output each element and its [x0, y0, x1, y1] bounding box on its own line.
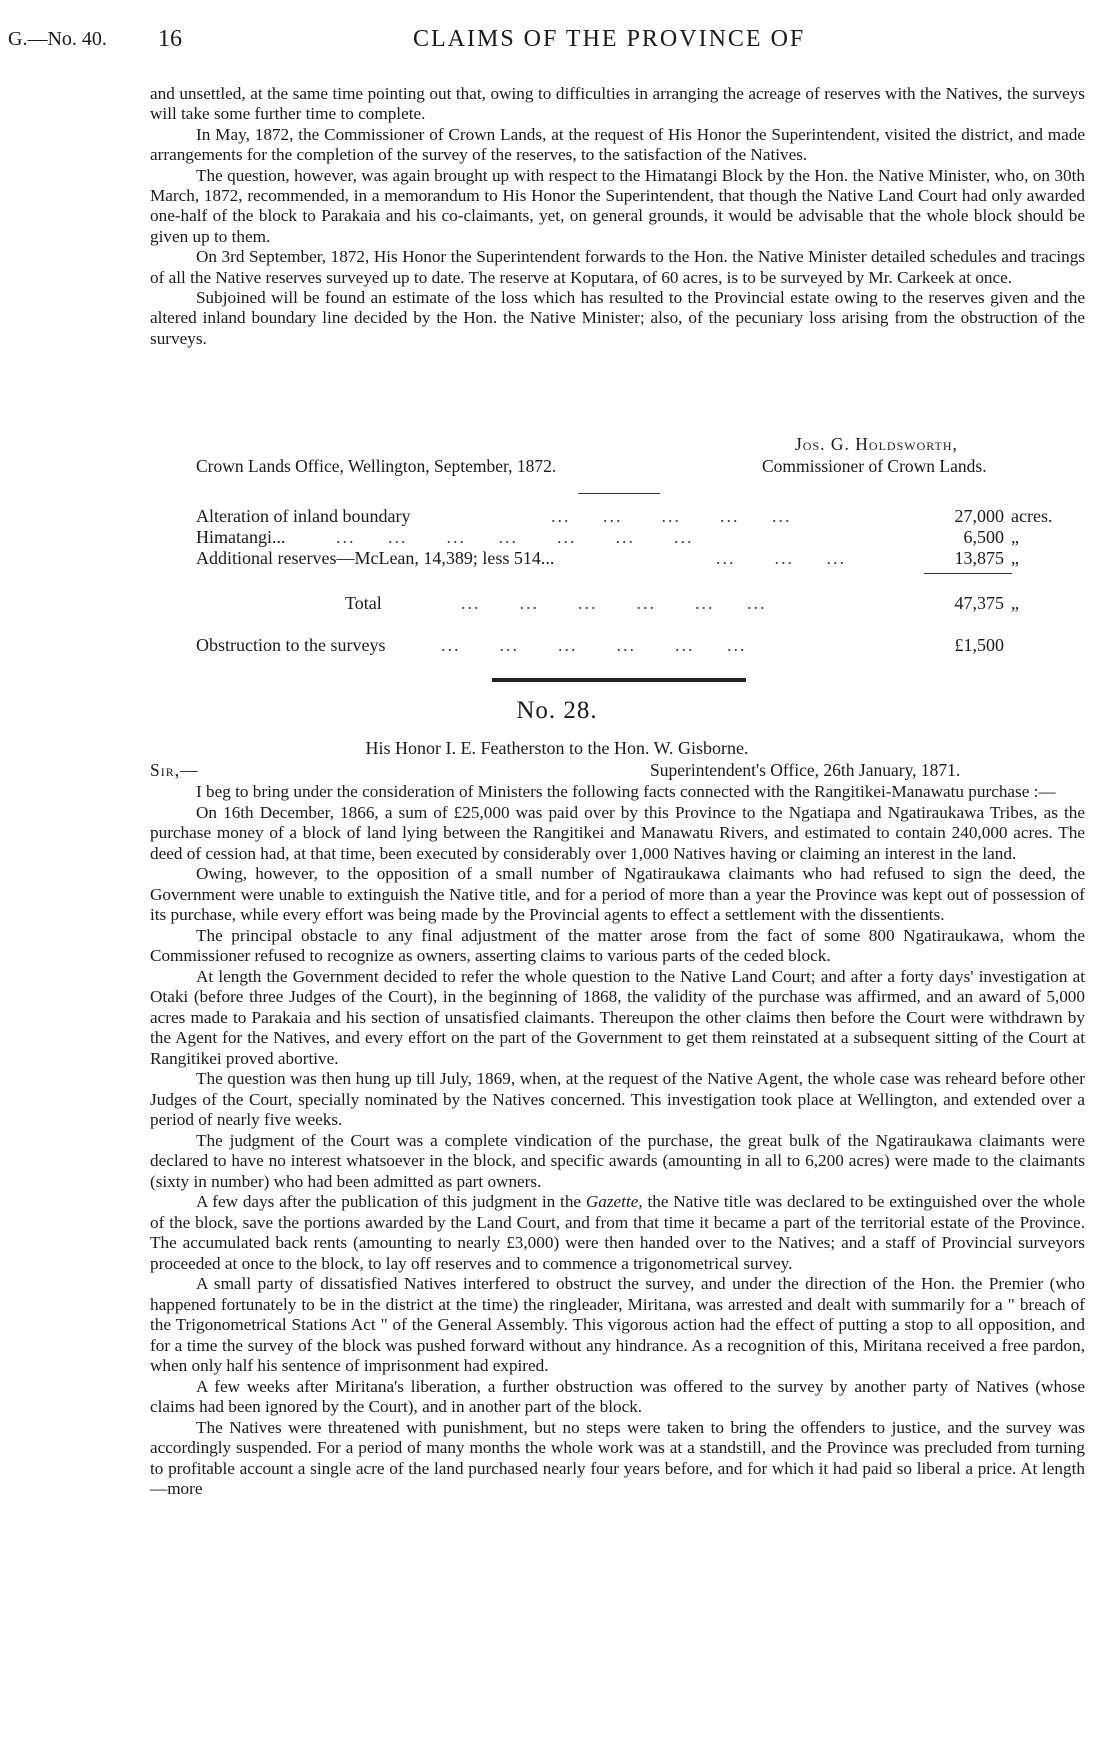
table-row	[196, 506, 1076, 527]
row-label: Obstruction to the surveys	[196, 635, 386, 655]
row-label: Himatangi...	[196, 527, 286, 547]
paragraph: On 16th December, 1866, a sum of £25,000 was paid over by this Province to the Ngatiapa and Ngatiraukawa Tribes, as the purchase money of a block of land lying between the Rangitikei and Manawatu Rivers, and estimated to contain 240,000 acres. The deed of cession had, at that time, been executed by considerably over 1,000 Natives having or claiming an interest in the land.	[150, 802, 1085, 863]
page-number: 16	[158, 26, 182, 52]
table-row	[196, 548, 1076, 569]
estimate-table	[196, 506, 1076, 569]
intro-text	[150, 84, 1085, 349]
letter-number: No. 28.	[516, 697, 598, 724]
leader-dots: ... ... ... ... ... ...	[461, 593, 767, 613]
total-row	[196, 593, 1076, 614]
row-value: £1,500	[954, 635, 1004, 655]
paragraph: In May, 1872, the Commissioner of Crown Lands, at the request of His Honor the Superintendent, visited the district, and made arrangements for the completion of the survey of the reserves, to the satisfaction of the Natives.	[150, 124, 1085, 165]
paragraph: and unsettled, at the same time pointing out that, owing to difficulties in arranging the acreage of reserves with the Natives, the surveys will take some further time to complete.	[150, 84, 1085, 124]
office-line: Crown Lands Office, Wellington, September, 1872.	[196, 456, 557, 476]
signatory-name: Jos. G. Holdsworth,	[795, 434, 958, 454]
letter-body	[150, 782, 1085, 1500]
leader-dots: ... ... ...	[716, 548, 846, 568]
salutation: Sir,—	[150, 760, 199, 780]
row-unit: „	[1011, 548, 1019, 568]
row-unit: „	[1011, 593, 1019, 613]
paragraph: A small party of dissatisfied Natives interfered to obstruct the survey, and under the direction of the Hon. the Premier (who happened fortunately to be in the district at the time) the ringleader, Miritana, was arrested and dealt with summarily for a " breach of the Trigonometrical Stations Act " of the General Assembly. This vigorous action had the effect of putting a stop to all opposition, and for a time the survey of the block was pushed forward without any hindrance. As a recognition of this, Miritana received a free pardon, when only half his sentence of imprisonment had expired.	[150, 1274, 1085, 1375]
table-row	[196, 527, 1076, 548]
paragraph: The question, however, was again brought up with respect to the Himatangi Block by the Hon. the Native Minister, who, on 30th March, 1872, recommended, in a memorandum to His Honor the Superintendent, that though the Native Land Court had only awarded one-half of the block to Parakaia and his co-claimants, yet, on general grounds, it would be advisable that the whole block should be given up to them.	[150, 165, 1085, 246]
paragraph: Subjoined will be found an estimate of the loss which has resulted to the Provincial estate owing to the reserves given and the altered inland boundary line decided by the Hon. the Native Minister; also, of the pecuniary loss arising from the obstruction of the surveys.	[150, 288, 1085, 348]
sum-rule	[924, 573, 1012, 574]
leader-dots: ... ... ... ... ... ...	[441, 635, 747, 655]
table-row	[196, 635, 1076, 656]
section-rule	[492, 678, 746, 682]
paragraph-gazette	[150, 1192, 1085, 1274]
page-header	[8, 26, 1094, 60]
text-run: A few days after the publication of this judgment in the	[196, 1192, 586, 1211]
paragraph: The principal obstacle to any final adjustment of the matter arose from the fact of some 800 Ngatiraukawa, whom the Commissioner refused to recognize as owners, asserting claims to various parts of the ceded block.	[150, 925, 1085, 965]
divider	[578, 493, 660, 494]
paragraph: At length the Government decided to refer the whole question to the Native Land Court; and after a forty days' investigation at Otaki (before three Judges of the Court), in the beginning of 1868, the validity of the purchase was affirmed, and an award of 5,000 acres made to Parakaia and his section of unsatisfied claimants. Thereupon the other claims then before the Court were withdrawn by the Agent for the Natives, and every effort on the part of the Government to get them reinstated at a subsequent sitting of the Court at Rangitikei proved abortive.	[150, 966, 1085, 1068]
paragraph: The question was then hung up till July, 1869, when, at the request of the Native Agent, the whole case was reheard before other Judges of the Court, specially nominated by the Natives concerned. This investigation took place at Wellington, and extended over a period of nearly five weeks.	[150, 1069, 1085, 1129]
leader-dots: ... ... ... ... ...	[551, 506, 792, 526]
row-value: 47,375	[954, 593, 1004, 613]
leader-dots: ... ... ... ... ... ... ...	[336, 527, 694, 547]
paragraph: I beg to bring under the consideration of Ministers the following facts connected with the Rangitikei-Manawatu purchase :—	[196, 782, 1056, 801]
paragraph: On 3rd September, 1872, His Honor the Superintendent forwards to the Hon. the Native Minister detailed schedules and tracings of all the Native reserves surveyed up to date. The reserve at Koputara, of 60 acres, is to be surveyed by Mr. Carkeek at once.	[150, 247, 1085, 287]
table-row	[196, 593, 1076, 614]
letter-heading: His Honor I. E. Featherston to the Hon. W. Gisborne.	[365, 738, 749, 758]
row-label: Total	[345, 593, 382, 613]
document-reference: G.—No. 40.	[8, 28, 107, 50]
row-value: 27,000	[954, 506, 1004, 526]
paragraph: The Natives were threatened with punishment, but no steps were taken to bring the offenders to justice, and the survey was accordingly suspended. For a period of many months the whole work was at a standstill, and the Province was precluded from turning to profitable account a single acre of the land purchased nearly four years before, and for which it had paid so liberal a price. At length—more	[150, 1417, 1085, 1498]
row-label: Additional reserves—McLean, 14,389; less 514...	[196, 548, 555, 568]
gazette-title: Gazette,	[585, 1192, 643, 1211]
row-label: Alteration of inland boundary	[196, 506, 411, 526]
paragraph: Owing, however, to the opposition of a small number of Ngatiraukawa claimants who had refused to sign the deed, the Government were unable to extinguish the Native title, and for a period of more than a year the Province was kept out of possession of its purchase, while every effort was being made by the Provincial agents to effect a settlement with the dissentients.	[150, 864, 1085, 924]
row-value: 13,875	[954, 548, 1004, 568]
office-date: Superintendent's Office, 26th January, 1871.	[650, 760, 961, 780]
paragraph: A few weeks after Miritana's liberation, a further obstruction was offered to the survey by another party of Natives (whose claims had been ignored by the Court), and in another part of the block.	[150, 1376, 1085, 1416]
signatory-title: Commissioner of Crown Lands.	[762, 456, 987, 476]
row-unit: „	[1011, 527, 1019, 547]
paragraph: The judgment of the Court was a complete vindication of the purchase, the great bulk of the Ngatiraukawa claimants were declared to have no interest whatsoever in the block, and specific awards (amounting in all to 6,200 acres) were made to the claimants (sixty in number) who had been admitted as part owners.	[150, 1130, 1085, 1191]
row-value: 6,500	[963, 527, 1004, 547]
obstruction-row	[196, 635, 1076, 656]
row-unit: acres.	[1011, 506, 1053, 526]
text-run: the Native title was declared to be extinguished over the whole of the block, save the portions awarded by the Land Court, and from that time it became a part of the territorial estate of the Province. The accumulated back rents (amounting to nearly £3,000) were then handed over to the Natives; and a staff of Provincial surveyors proceeded at once to the block, to lay off reserves and to commence a trigonometrical survey.	[150, 1192, 1085, 1273]
running-title: CLAIMS OF THE PROVINCE OF	[413, 26, 806, 52]
